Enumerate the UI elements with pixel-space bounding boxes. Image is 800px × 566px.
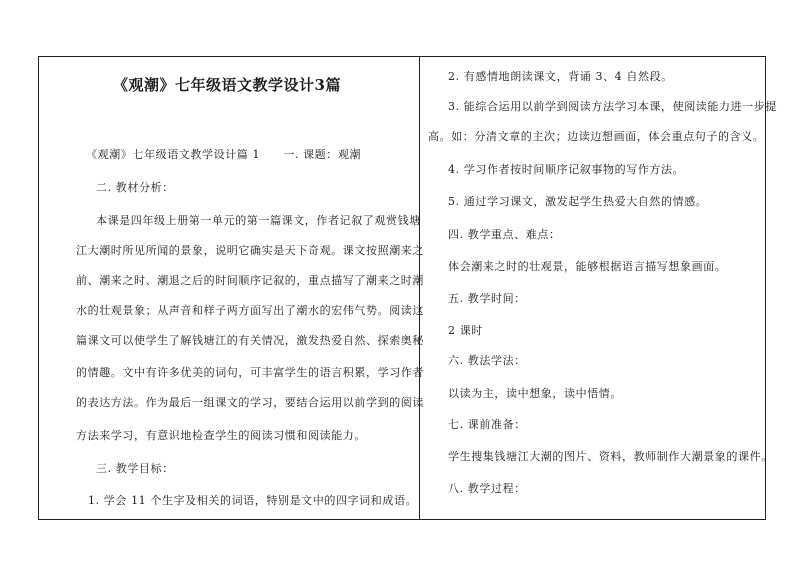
text-line: 水的壮观景象；从声音和样子两方面写出了潮水的宏伟气势。阅读这: [76, 304, 424, 317]
text-line: 2 课时: [448, 324, 483, 337]
text-line: 高。如：分清文章的主次；边读边想画面，体会重点句子的含义。: [428, 130, 765, 143]
text-line: 1. 学会 11 个生字及相关的词语，特别是文中的四字词和成语。: [88, 494, 418, 507]
text-line: 体会潮来之时的壮观景，能够根据语言描写想象画面。: [448, 260, 727, 273]
document-title: 《观潮》七年级语文教学设计3篇: [113, 76, 341, 94]
text-line: 篇课文可以使学生了解钱塘江的有关情况，激发热爱自然、探索奥秘: [76, 334, 424, 347]
text-line: 五. 教学时间：: [448, 292, 526, 305]
text-line: 的表达方法。作为最后一组课文的学习，要结合运用以前学到的阅读: [76, 396, 424, 409]
text-line: 三. 教学目标：: [96, 462, 174, 475]
text-line: 江大潮时所见所闻的景象，说明它确实是天下奇观。课文按照潮来之: [76, 244, 424, 257]
text-line: 前、潮来之时、潮退之后的时间顺序记叙的，重点描写了潮来之时潮: [76, 274, 424, 287]
text-line: 《观潮》七年级语文教学设计篇 1 一. 课题：观潮: [86, 148, 362, 161]
text-line: 本课是四年级上册第一单元的第一篇课文，作者记叙了观赏钱塘: [96, 214, 421, 227]
text-line: 方法来学习，有意识地检查学生的阅读习惯和阅读能力。: [76, 429, 366, 442]
text-line: 四. 教学重点、难点：: [448, 228, 561, 241]
column-divider: [419, 56, 420, 520]
text-line: 以读为主，读中想象，读中悟情。: [448, 387, 622, 400]
text-line: 七. 课前准备：: [448, 418, 526, 431]
text-line: 2. 有感情地朗读课文，背诵 3、4 自然段。: [448, 70, 673, 83]
text-line: 八. 教学过程：: [448, 482, 526, 495]
text-line: 4. 学习作者按时间顺序记叙事物的写作方法。: [448, 163, 685, 176]
text-line: 学生搜集钱塘江大潮的图片、资料，教师制作大潮景象的课件。: [448, 450, 773, 463]
text-line: 的情趣。文中有许多优美的词句，可丰富学生的语言积累，学习作者: [76, 366, 424, 379]
text-line: 5. 通过学习课文，激发起学生热爱大自然的情感。: [448, 195, 708, 208]
text-line: 3. 能综合运用以前学到阅读方法学习本课，使阅读能力进一步提: [448, 100, 777, 113]
text-line: 六. 教法学法：: [448, 354, 526, 367]
text-line: 二. 教材分析：: [96, 181, 174, 194]
